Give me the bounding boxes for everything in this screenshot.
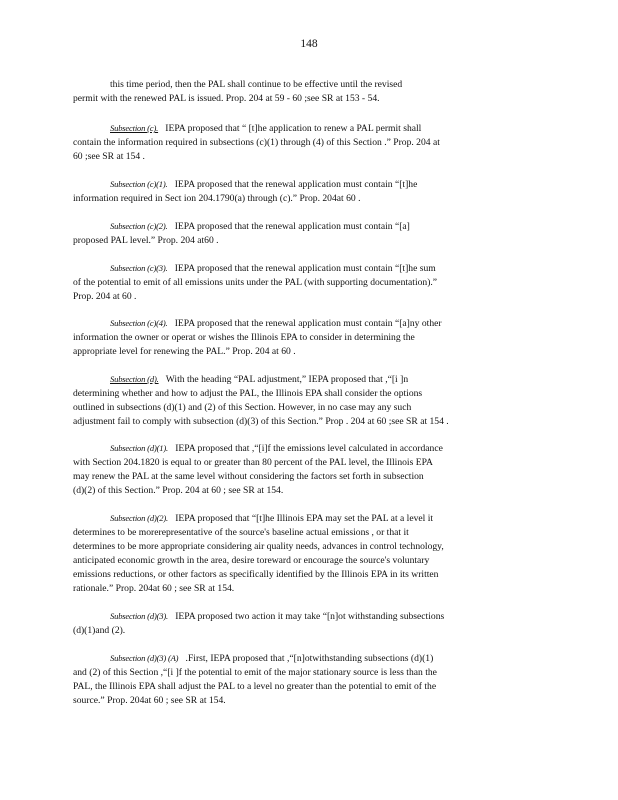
line-text: IEPA proposed that the renewal application must contain “[t]he <box>174 179 418 190</box>
paragraph <box>73 372 533 429</box>
text-line <box>73 609 533 624</box>
text-line <box>73 219 533 234</box>
subsection-heading: Subsection (d)(1). <box>110 443 168 453</box>
text-line <box>73 540 533 554</box>
line-text: determining whether and how to adjust the PAL, the Illinois EPA shall consider the options <box>73 388 423 399</box>
line-text: IEPA proposed that the renewal application must contain “[a] <box>174 221 410 232</box>
text-line <box>73 666 533 680</box>
paragraph <box>73 78 533 106</box>
line-text: adjustment fail to comply with subsection (d)(3) of this Section.” Prop . 204 at 60 ;see SR at 154 . <box>73 416 449 427</box>
text-line <box>73 192 533 206</box>
line-text: outlined in subsections (d)(1) and (2) of this Section. However, in no case may any such <box>73 402 412 413</box>
text-line <box>73 234 533 248</box>
paragraph <box>73 177 533 206</box>
line-text: source.” Prop. 204at 60 ; see SR at 154. <box>73 695 226 706</box>
line-text: IEPA proposed that ,“[i]f the emissions level calculated in accordance <box>175 443 443 454</box>
subsection-heading: Subsection (c)(2). <box>110 221 168 231</box>
paragraph <box>73 219 533 248</box>
line-text: proposed PAL level.” Prop. 204 at60 . <box>73 235 219 246</box>
line-text: determines to be more appropriate considering air quality needs, advances in control technology, <box>73 541 444 552</box>
line-text: with Section 204.1820 is equal to or greater than 80 percent of the PAL level, the Illinois EPA <box>73 457 433 468</box>
paragraph <box>73 651 533 708</box>
text-line <box>73 680 533 694</box>
paragraph <box>73 121 533 164</box>
line-text: information the owner or operat or wishes the Illinois EPA to consider in determining the <box>73 332 415 343</box>
subsection-heading: Subsection (c). <box>110 123 159 133</box>
text-line <box>73 415 533 429</box>
line-text: information required in Sect ion 204.1790(a) through (c).” Prop. 204at 60 . <box>73 193 361 204</box>
text-line <box>73 470 533 484</box>
text-line <box>73 331 533 345</box>
text-line <box>73 345 533 359</box>
line-text: IEPA proposed that “ [t]he application to renew a PAL permit shall <box>165 123 422 134</box>
line-text: .First, IEPA proposed that ,“[n]otwithstanding subsections (d)(1) <box>185 653 434 664</box>
line-text: determines to be morerepresentative of the source's baseline actual emissions , or that it <box>73 527 409 538</box>
text-line <box>73 568 533 582</box>
line-text: rationale.” Prop. 204at 60 ; see SR at 154. <box>73 583 235 594</box>
paragraph <box>73 316 533 359</box>
line-text: appropriate level for renewing the PAL.” Prop. 204 at 60 . <box>73 346 296 357</box>
line-text: may renew the PAL at the same level without considering the factors set forth in subsection <box>73 471 424 482</box>
subsection-heading: Subsection (d)(2). <box>110 513 168 523</box>
line-text: of the potential to emit of all emissions units under the PAL (with supporting documentation).” <box>73 277 438 288</box>
line-text: (d)(1)and (2). <box>73 625 126 636</box>
line-text: 60 ;see SR at 154 . <box>73 151 145 162</box>
text-line <box>73 582 533 596</box>
text-line <box>73 526 533 540</box>
line-text: Prop. 204 at 60 . <box>73 291 137 302</box>
page-number: 148 <box>300 38 318 50</box>
line-text: IEPA proposed that the renewal application must contain “[t]he sum <box>174 263 436 274</box>
text-line <box>73 624 533 638</box>
line-text: emissions reductions, or other factors as specifically identified by the Illinois EPA in its written <box>73 569 439 580</box>
text-line <box>73 121 533 136</box>
line-text: anticipated economic growth in the area, desire toreward or encourage the source's voluntary <box>73 555 430 566</box>
line-text: PAL, the Illinois EPA shall adjust the PAL to a level no greater than the potential to emit of the <box>73 681 437 692</box>
text-line <box>73 150 533 164</box>
text-line <box>73 456 533 470</box>
text-line <box>73 261 533 276</box>
line-text: this time period, then the PAL shall continue to be effective until the revised <box>110 79 403 90</box>
text-line <box>73 372 533 387</box>
text-line <box>73 401 533 415</box>
text-line <box>73 484 533 498</box>
line-text: IEPA proposed two action it may take “[n]ot withstanding subsections <box>175 611 445 622</box>
text-line <box>73 276 533 290</box>
text-line <box>73 694 533 708</box>
subsection-heading: Subsection (d)(3) (A) <box>110 653 179 663</box>
subsection-heading: Subsection (c)(1). <box>110 179 168 189</box>
line-text: contain the information required in subsections (c)(1) through (4) of this Section .” Prop. 204 at <box>73 137 440 148</box>
paragraph <box>73 609 533 638</box>
text-line <box>73 651 533 666</box>
line-text: and (2) of this Section ,“[i ]f the potential to emit of the major stationary source is less than the <box>73 667 437 678</box>
line-text: (d)(2) of this Section.” Prop. 204 at 60 ; see SR at 154. <box>73 485 284 496</box>
text-line <box>73 177 533 192</box>
paragraph <box>73 261 533 304</box>
paragraph <box>73 441 533 498</box>
text-line <box>73 290 533 304</box>
line-text: permit with the renewed PAL is issued. Prop. 204 at 59 - 60 ;see SR at 153 - 54. <box>73 93 380 104</box>
text-line <box>73 554 533 568</box>
text-line <box>73 78 533 92</box>
subsection-heading: Subsection (d). <box>110 374 159 384</box>
line-text: IEPA proposed that “[t]he Illinois EPA may set the PAL at a level it <box>175 513 434 524</box>
text-line <box>73 511 533 526</box>
text-line <box>73 387 533 401</box>
text-line <box>73 136 533 150</box>
subsection-heading: Subsection (c)(4). <box>110 318 168 328</box>
line-text: With the heading “PAL adjustment,” IEPA proposed that ,“[i ]n <box>165 374 409 385</box>
subsection-heading: Subsection (c)(3). <box>110 263 168 273</box>
text-line <box>73 92 533 106</box>
subsection-heading: Subsection (d)(3). <box>110 611 168 621</box>
text-line <box>73 316 533 331</box>
line-text: IEPA proposed that the renewal application must contain “[a]ny other <box>174 318 442 329</box>
paragraph <box>73 511 533 596</box>
text-line <box>73 441 533 456</box>
